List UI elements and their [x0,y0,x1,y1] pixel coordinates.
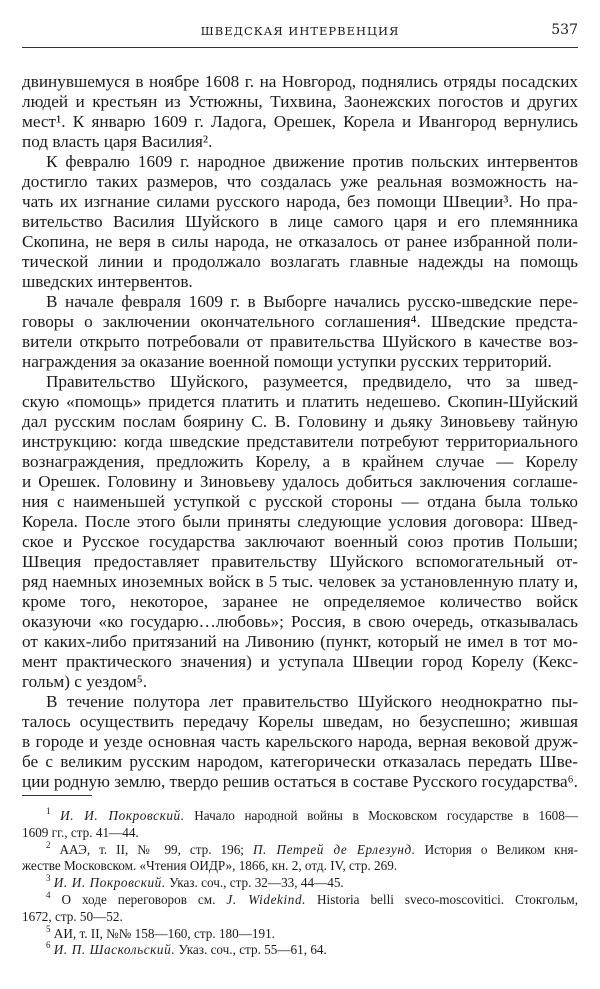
footnote-separator [22,795,92,796]
footnote-number: 5 [46,923,51,934]
footnote-line [22,825,578,842]
footnote-text: жестве Московском. «Чтения ОИДР», 1866, кн. 2, отд. IV, стр. 269. [22,858,398,874]
footnotes [22,808,578,959]
paragraph [22,692,578,792]
footnote-number: 4 [46,889,51,900]
footnote-line [22,942,578,959]
text-line: ряд наемных иноземных войск в 5 тыс. человек за установленную плату и, [22,572,578,591]
footnote [22,875,578,892]
footnote-line [22,858,578,875]
footnote-author: И. И. Покровский. [53,875,166,891]
text-line: достигло таких размеров, что создалась уже реальная возможность на- [22,172,578,191]
footnote-number: 6 [46,940,51,951]
running-title: ШВЕДСКАЯ ИНТЕРВЕНЦИЯ [200,24,400,38]
text-line: ции родную землю, твердо решив остаться в составе Русского государства⁶. [22,772,578,791]
footnote-line [22,909,578,926]
text-line: говоры о заключении окончательного соглашения⁴. Шведские предста- [22,312,578,331]
text-line: талось осуществить передачу Корелы шведам, но безуспешно; жившая [22,712,578,731]
header-rule [22,47,578,48]
footnote-line [22,875,578,892]
text-line: ское и Русское государства заключают военный союз против Польши; [22,532,578,551]
footnote-text: АИ, т. II, №№ 158—160, стр. 180—191. [53,925,275,941]
text-line: шведских интервентов. [22,272,193,291]
paragraph [22,152,578,292]
text-line: вители открыто потребовали от правительства Шуйского в качестве воз- [22,332,578,351]
text-line: мест¹. К январю 1609 г. Ладога, Орешек, Корела и Ивангород вернулись [22,112,578,131]
text-line: двинувшемуся в ноябре 1608 г. на Новгород, поднялись отряды посадских [22,72,578,91]
footnote-author: J. Widekind. [226,891,307,907]
footnote-number: 2 [46,839,51,850]
running-header [22,22,578,40]
text-line: вительство Василия Шуйского в лице самого царя и его племянника [22,212,578,231]
footnote-text: Historia belli sveco-moscovitici. Стокгольм, [306,891,579,907]
text-line: мент практического значения) и уступала Швеции город Корелу (Кекс- [22,652,578,671]
footnote-author: И. П. Шаскольский. [53,942,176,958]
paragraph [22,72,578,152]
text-line: скую «помощь» придется платить и платить недешево. Скопин-Шуйский [22,392,578,411]
text-line: Корела. После этого были приняты следующие условия договора: Швед- [22,512,578,531]
footnote-line [22,889,579,909]
footnote-text: Указ. соч., стр. 32—33, 44—45. [165,875,344,891]
text-line: бе с великим русским народом, категорически отказалась передать Шве- [22,752,578,771]
text-line: от каких-либо притязаний на Ливонию (пункт, который не имел в тот мо- [22,632,578,651]
footnote-text: ААЭ, т. II, № 99, стр. 196; [59,841,253,857]
text-line: К февралю 1609 г. народное движение против польских интервентов [46,152,578,171]
footnote [22,889,579,926]
text-line: инструкцию: когда шведские представители потребуют территориального [22,432,578,451]
text-line: вознаграждения, предложить Корелу, а в крайнем случае — Корелу [22,452,578,471]
text-line: Правительство Шуйского, разумеется, предвидело, что за швед- [46,372,578,391]
footnote-text: О ходе переговоров см. [61,891,227,907]
text-line: гольм) с уездом⁵. [22,672,148,691]
footnote-number: 3 [46,873,51,884]
text-line: награждения за оказание военной помощи уступки русских территорий. [22,352,552,371]
main-text [22,72,578,792]
paragraph [22,292,578,372]
footnote-text: Указ. соч., стр. 55—61, 64. [175,942,327,958]
text-line: и Орешек. Головину и Зиновьеву удалось добиться заключения соглаше- [22,472,578,491]
footnote [22,839,578,876]
footnote-author: И. И. Покровский. [60,808,185,823]
footnote [22,942,578,959]
text-line: В течение полутора лет правительство Шуйского неоднократно пы- [46,692,578,711]
text-line: под власть царя Василия². [22,132,213,151]
footnote [22,808,578,842]
text-line: в городе и уезде основная часть карельского народа, верная вековой друж- [22,732,578,751]
footnote-text: История о Великом кня- [415,841,578,857]
footnote-author: П. Петрей де Ерлезунд. [252,841,416,857]
footnote-text: Начало народной войны в Московском государстве в 1608— [184,808,579,823]
text-line: ния с наименьшей уступкой с русской стороны — отдана была только [22,492,578,511]
footnote-line [22,839,578,859]
paragraph [22,372,578,692]
text-line: оказуючи «ко государю…любовь»; Россия, в свою очередь, отказывалась [22,612,578,631]
text-line: кроме того, некоторое, заранее не определяемое количество войск [22,592,578,611]
footnote [22,923,578,943]
footnote-line [22,808,578,825]
footnote-text: 1609 гг., стр. 41—44. [22,824,139,840]
text-line: тической линии и продолжало возлагать главные надежды на помощь [22,252,578,271]
text-line: Швеция предоставляет правительству Шуйского вспомогательный от- [22,552,578,571]
footnote-text: 1672, стр. 50—52. [22,908,123,924]
text-line: дал русским послам боярину С. В. Головину и дьяку Зиновьеву тайную [22,412,578,431]
text-line: Скопина, не веря в силы народа, не отказалось от ранее избранной поли- [22,232,578,251]
page-number: 537 [551,22,578,38]
footnote-number: 1 [46,806,51,816]
footnote-line [22,923,578,943]
text-line: В начале февраля 1609 г. в Выборге начались русско-шведские пере- [46,292,578,311]
text-line: людей и крестьян из Устюжны, Тихвина, Заонежских погостов и других [22,92,578,111]
text-line: чать их изгнание силами русского народа, без помощи Швеции³. Но пра- [22,192,578,211]
